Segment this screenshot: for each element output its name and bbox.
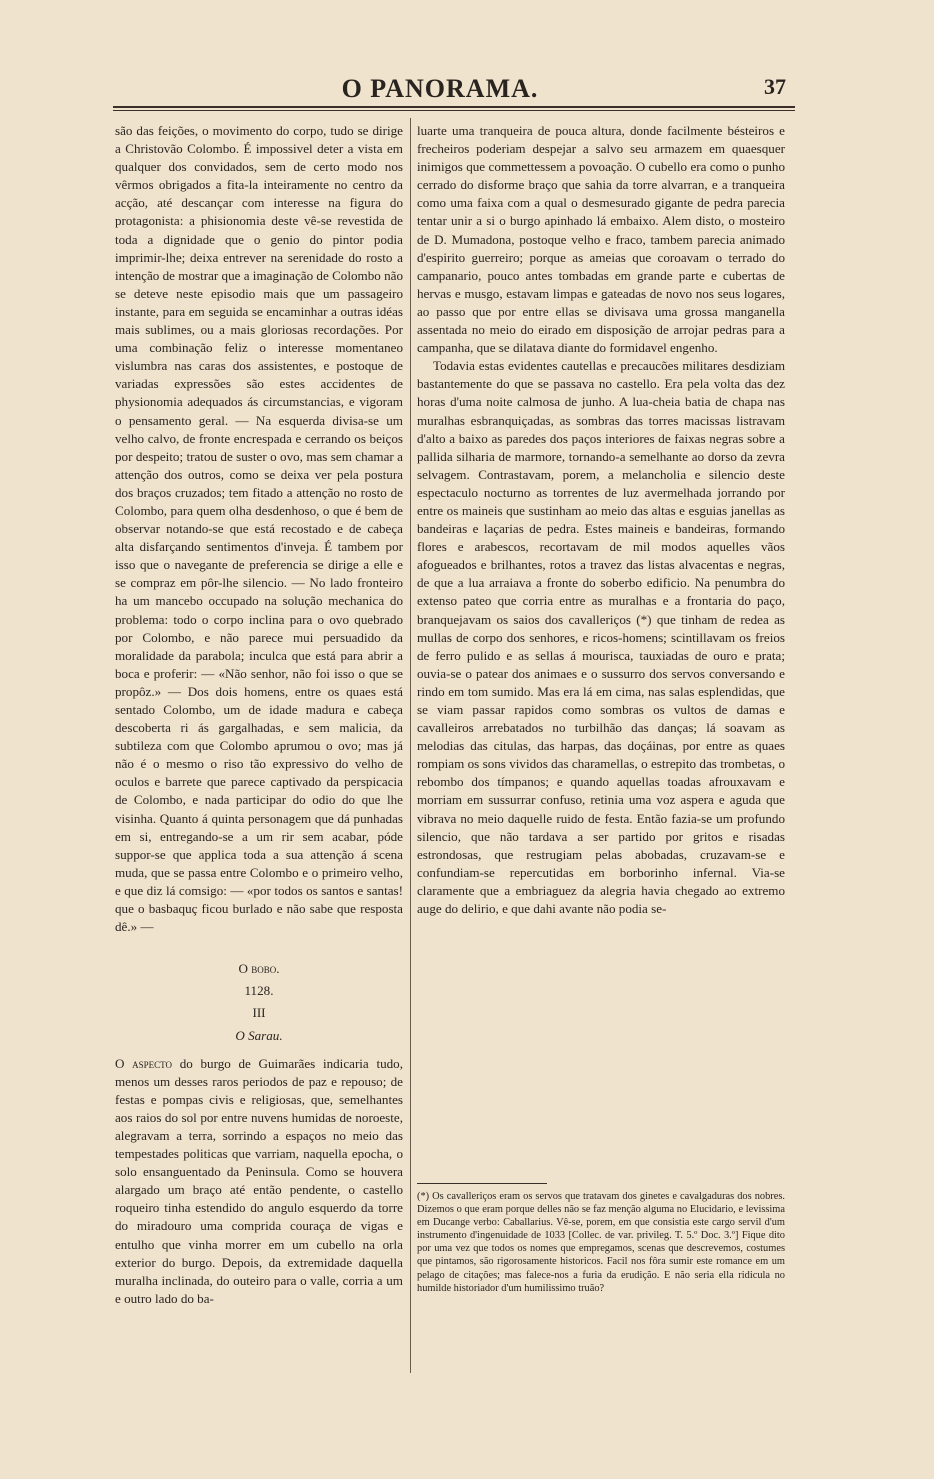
footnote-rule	[417, 1183, 547, 1184]
paragraph-tranqueira: luarte uma tranqueira de pouca altura, donde facilmente bésteiros e frecheiros poderiam despejar a salvo seu armazem em quaesquer inimigos que commettessem a povoação. O cubello era como o punho cerrado do disforme braço que sahia da torre alvarran, e a tranqueira como uma faixa com a qual o desmesurado gigante de pedra parecia tentar unir a si o burgo apinhado lá embaixo. Alem disto, o mosteiro de D. Mumadona, postoque velho e fraco, tambem parecia animado d'espirito guerreiro; porque as ameias que coroavam o terrado do campanario, pouco antes tombadas em grande parte e cubertas de hervas e musgo, estavam limpas e gateadas de novo nos seus logares, ao passo que por entre ellas se divisava uma grossa manganella assentada no meio do eirado em disposição de arrojar pedras para a campanha, que se dilatava diante do formidavel engenho.	[417, 123, 785, 356]
journal-title: O PANORAMA.	[341, 74, 539, 103]
column-divider	[410, 118, 411, 1373]
left-column	[115, 122, 403, 1308]
section-year: 1128.	[244, 983, 274, 999]
chapter-title: O Sarau.	[235, 1027, 283, 1043]
paragraph-colombo-description: são das feições, o movimento do corpo, tudo se dirige a Christovão Colombo. É impossivel deter a vista em qualquer dos convidados, sem de certo modo nos vêrmos obrigados a fita-la inteiramente no centro da acção, até descançar com interesse na figura do protagonista: a phisionomia deste vê-se revestida de toda a dignidade que o genio do pintor podia imprimir-lhe; deixa entrever na serenidade do rosto a intenção de mostrar que a imaginação de Colombo não se deteve neste episodio mais que um passageiro instante, para em seguida se encaminhar a outras idéas mais sublimes, ou a mais gloriosas recordações. Por uma combinação feliz o interesse momentaneo vislumbra nas caras dos assistentes, e postoque de variadas expressões são estes accidentes de physionomia adequados ás circumstancias, e vigoram o pensamento geral. — Na esquerda divisa-se um velho calvo, de fronte encrespada e cerrando os beiços por despeito; tratou de suster o ovo, mas sem chamar a attenção dos outros, como se deixa ver pela postura dos braços cruzados; tem fitado a attenção no rosto de Colombo, para quem olha desdenhoso, o que é bem de observar notando-se que está recostado e de cabeça alta disfarçando sentimentos d'inveja. É tambem por isso que o navegante de preferencia se dirige a elle e se compraz em pôr-lhe silencio. — No lado fronteiro ha um mancebo occupado na solução mechanica do problema: todo o corpo inclina para o ovo quebrado por Colombo, e não parece mui persuadido da moralidade da parabola; inculca que está para abrir a boca e proferir: — «Não senhor, não foi isso o que se propôz.» — Dos dois homens, entre os quaes está sentado Colombo, um de idade madura e cabeça descoberta ri ás gargalhadas, e sem malicia, da subtileza com que Colombo aprumou o ovo; mas já não é o mesmo o riso tão expressivo do velho de oculos e barrete que parece captivado da perspicacia de Colombo, e nada participar do odio do que lhe visinha. Quanto á quinta personagem que dá punhadas em si, entregando-se a um rir sem acabar, póde suppor-se que applica toda a sua attenção á scena muda, que se passa entre Colombo e o primeiro velho, e que diz lá comsigo: — «por todos os santos e santas! que o basbaquç ficou burlado e não sabe que resposta dê.» —	[115, 123, 403, 935]
paragraph-opening-words: O aspecto	[115, 1055, 172, 1071]
right-column	[417, 122, 785, 918]
section-heading-smallcaps: bobo.	[251, 961, 280, 977]
paragraph-burgo-guimaraes	[115, 1055, 403, 1308]
paragraph-burgo-text: do burgo de Guimarães indicaria tudo, menos um desses raros periodos de paz e repouso; de festas e pompas civis e religiosas, que, semelhantes aos raios do sol por entre nuvens humidas de noroeste, alegravam a terra, sorrindo a espaços no meio das tempestades politicas que varriam, naquella epocha, o solo ensanguentado da Peninsula. Como se houvera alargado um braço até então pendente, o castello roqueiro tinha estendido do angulo esquerdo da torre do miradouro uma comprida couraça de vigas e entulho que vinha morrer em um cubello na orla exterior do burgo. Depois, da extremidade daquella muralha inclinada, do outeiro para o valle, corria a um e outro lado do ba-	[115, 1055, 403, 1306]
header-rule-thin	[113, 110, 795, 111]
page-header	[0, 70, 934, 110]
chapter-number: III	[252, 1005, 266, 1021]
section-heading-prefix: O	[238, 961, 252, 977]
page-number: 37	[764, 74, 786, 99]
footnote-block	[417, 1183, 785, 1295]
section-heading	[115, 960, 403, 978]
paragraph-sarau: Todavia estas evidentes cautellas e precaucões militares desdiziam bastantemente do que se passava no castello. Era pela volta das dez horas d'uma noite calmosa de junho. A lua-cheia batia de chapa nas muralhas esbranquiçadas, as sombras das torres macissas listravam d'alto a baixo as paredes dos paços interiores de faixas negras sobre a pallida silharia de marmore, tornando-a semelhante ao dorso da zevra selvagem. Contrastavam, porem, a melancholia e silencio deste espectaculo nocturno as torrentes de luz avermelhada jorrando por entre os maineis que sustinham ao meio das altas e esguias janellas as bandeiras e laçarias de pedra. Estes maineis e bandeiras, formando flores e arabescos, recortavam de mil modos aquelles vãos afogueados e brilhantes, rotos a travez das listas alvacentas e negras, de que a lua arraiava a fronte do soberbo edificio. Na penumbra do extenso pateo que corria entre as muralhas e a frontaria do paço, branquejavam os saios dos cavalleriços (*) que tinham de redea as mullas de corpo dos senhores, e ricos-homens; scintillavam os freios de ferro pulido e as sellas á mourisca, tauxiadas de ouro e prata; ouvia-se o patear dos animaes e o sussurro dos servos conversando e rindo em tom sumido. Mas era lá em cima, nas salas esplendidas, que se viam passar rapidos como sombras os vultos de damas e cavalleiros arrebatados no turbilhão das danças; lá soavam as melodias das citulas, das harpas, das doçáinas, por entre as quaes rompiam os sons vividos das charamellas, o estrepito das trombetas, o rebombo dos tímpanos; e quando aquellas toadas afrouxavam e morriam em sussurrar confuso, retinia uma voz aspera e aguda que vibrava no meio daquelle ruido de festa. Então fazia-se um profundo silencio, que não tardava a ser partido por gritos e risadas estrondosas, que restrugiam pelas abobadas, cruzavam-se e confundiam-se repercutidas em borborinho infernal. Via-se claramente que a embriaguez da alegria havia chegado ao extremo auge do delirio, e que dahi avante não podia se-	[417, 358, 785, 917]
footnote-cavalleriços: (*) Os cavalleriços eram os servos que tratavam dos ginetes e cavalgaduras dos nobres. Dizemos o que eram porque delles não se faz menção alguma no Elucidario, e levissima em Ducange verbo: Caballarius. Vê-se, porem, em que consistia este cargo servil d'um instrumento d'ingenuidade de 1033 [Collec. de var. privileg. T. 5.º Doc. 3.º] Fique dito por uma vez que todos os nomes que empregamos, scenas que descrevemos, costumes que pintamos, são rigorosamente historicos. Facil nos fôra sumir este romance em um pelago de citações; mas falece-nos a furia da erudição. E não seria ella ridicula no humilde historiador d'um humilissimo truão?	[417, 1191, 785, 1294]
header-rule	[113, 106, 795, 108]
